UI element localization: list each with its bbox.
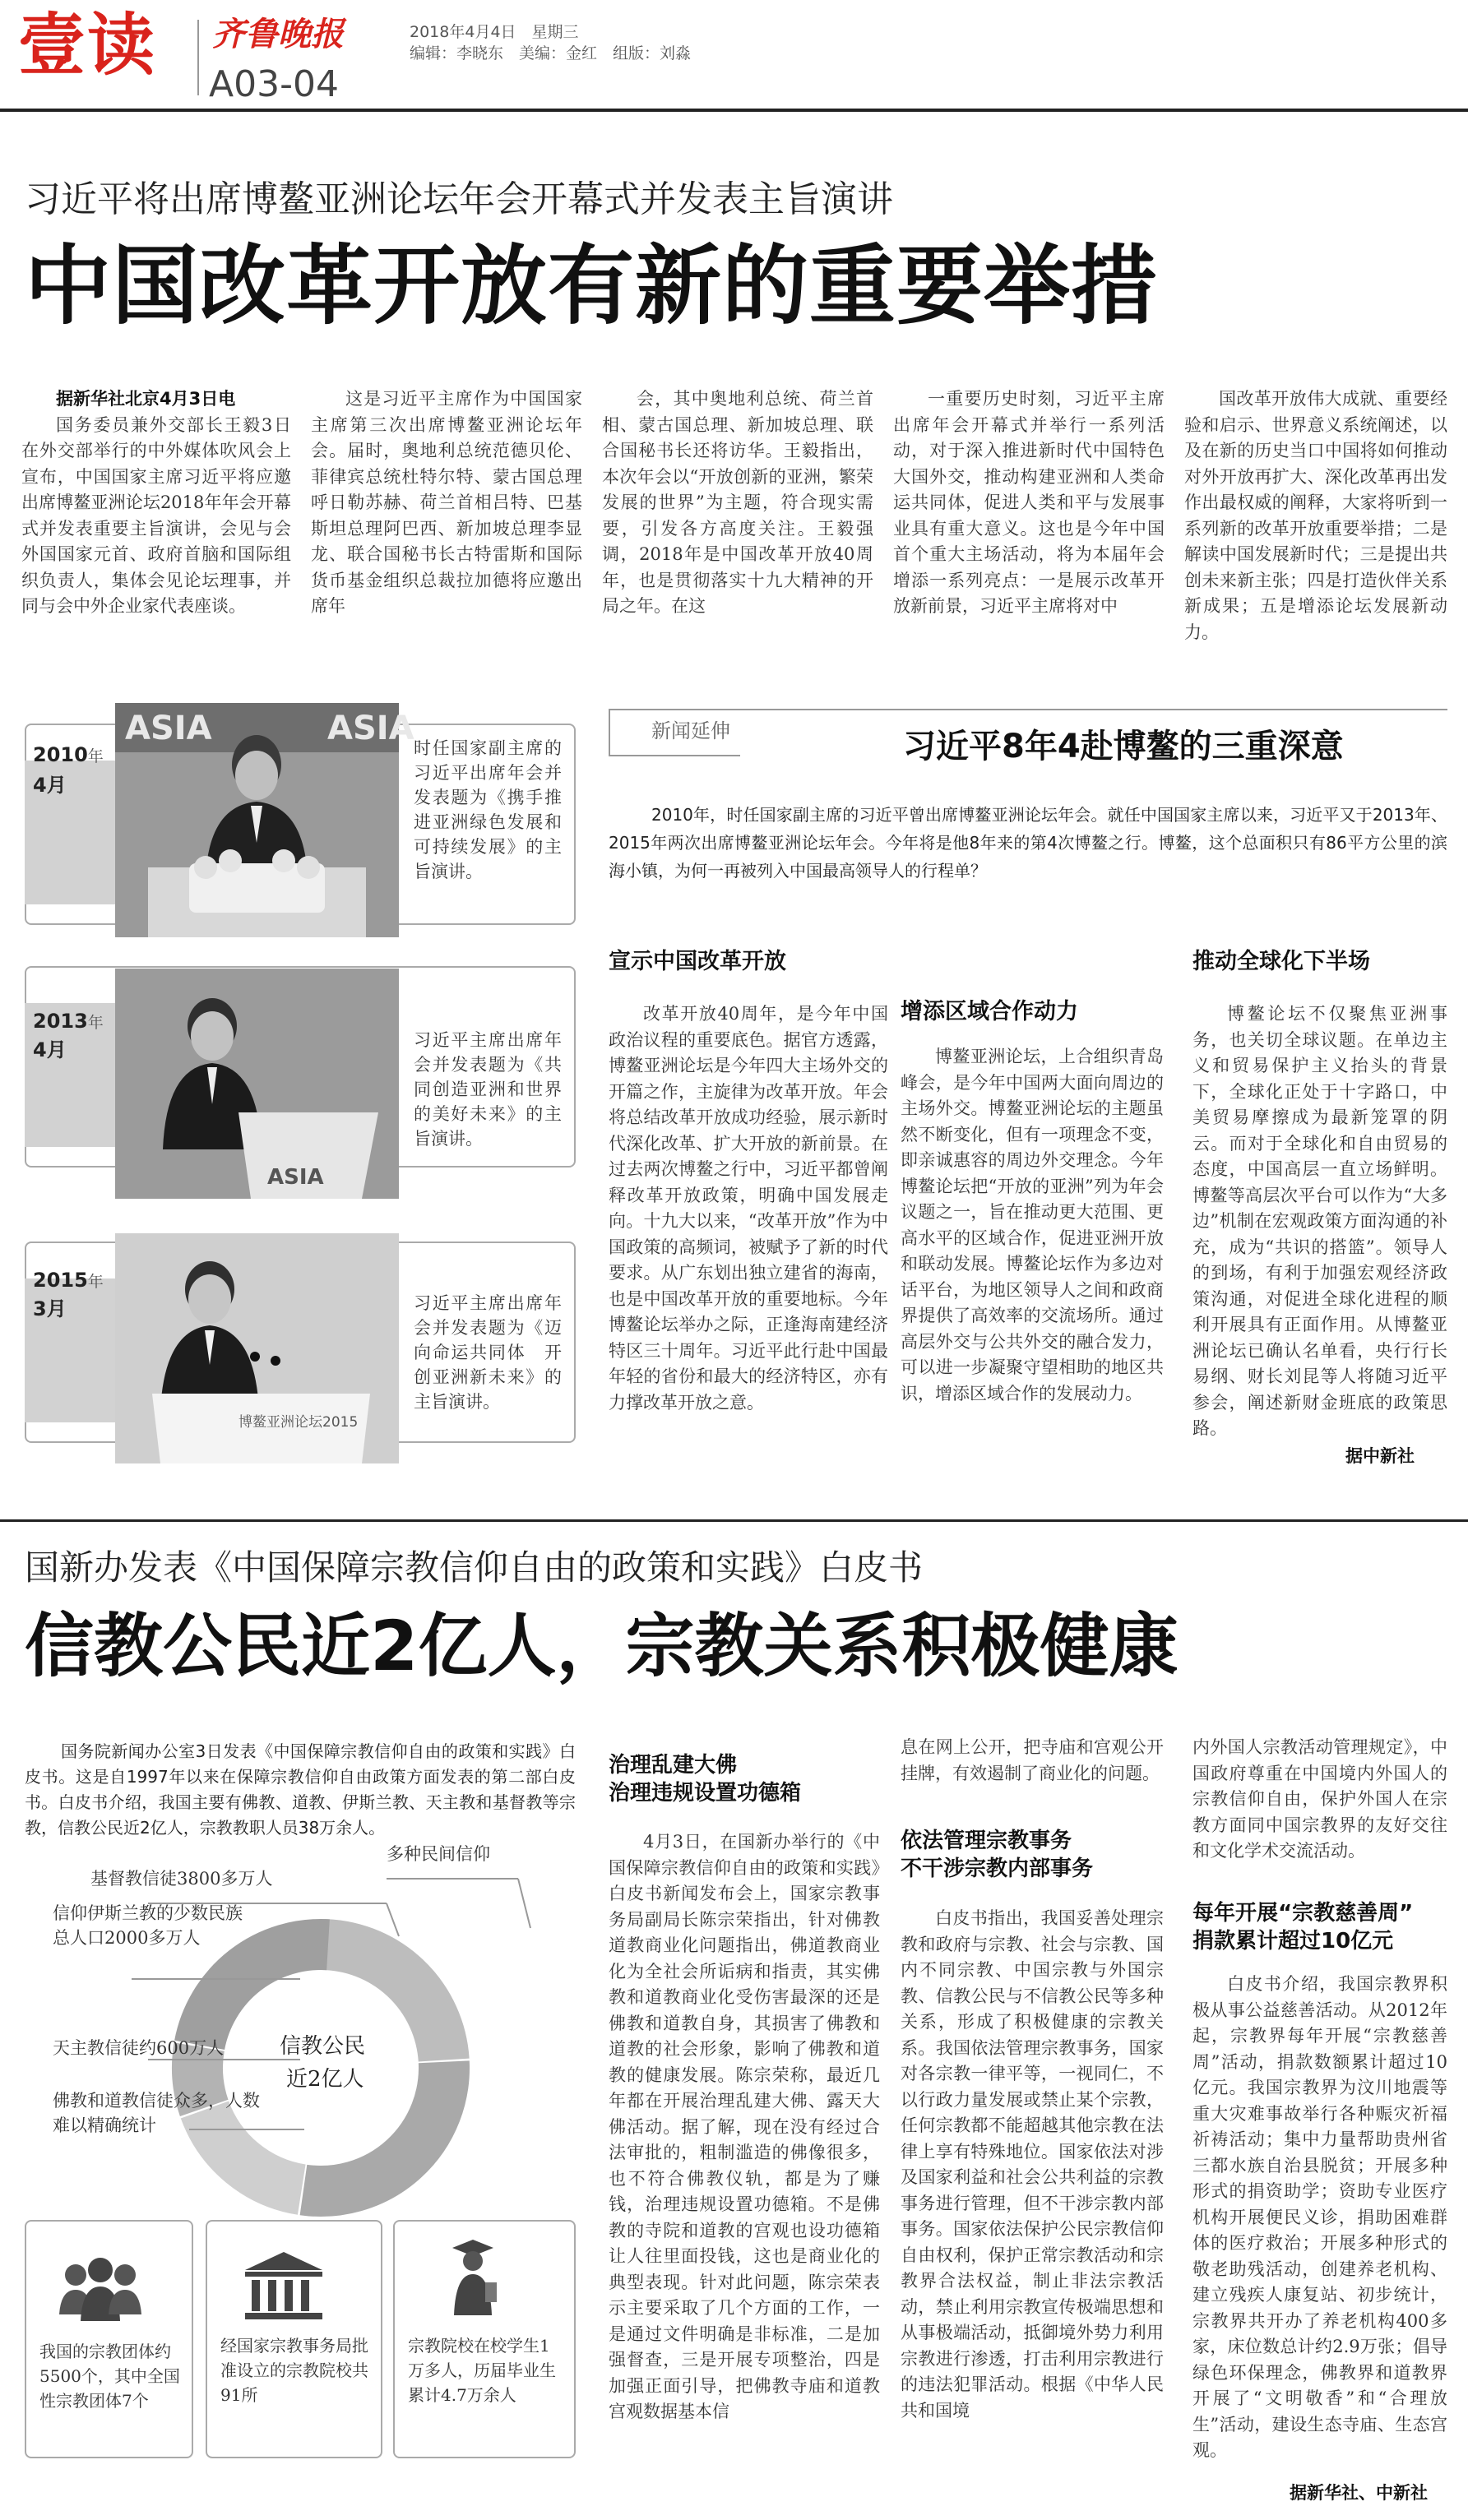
visit-2015-year-suffix: 年 — [87, 1273, 104, 1291]
story2-sub3-para: 博鳌论坛不仅聚焦亚洲事务，也关切全球议题。在单边主义和贸易保护主义抬头的背景下，全球化正处于十字路口，中美贸易摩擦成为最新笼罩的阴云。而对于全球化和自由贸易的态度，中国高层一直立场鲜明。博鳌等高层次平台可以作为“大多边”机制在宏观政策方面沟通的补充，成为“共识的搭篮”。领导人的到场，有利于加强宏观经济政策沟通，对促进全球化进程的顺利开展具有正面作用。从博鳌亚洲论坛已确认名单看，央行行长易纲、财长刘昆等人将随习近平参会，阐述新财金班底的政策思路。 — [1192, 1004, 1447, 1438]
donut-ring-buddhist — [200, 1944, 328, 2045]
story3-col2-top — [901, 1735, 1164, 1817]
story3-source: 据新华社、中新社 — [1290, 2483, 1428, 2503]
story2-source: 据中新社 — [1345, 1446, 1415, 1466]
story1-headline: 中国改革开放有新的重要举措 — [25, 236, 1159, 336]
story3-col3-top-para: 内外国人宗教活动管理规定》，中国政府尊重在中国境内外国人的宗教信仰自由，保护外国人在宗教方面同中国宗教界的友好交往和文化学术交流活动。 — [1192, 1737, 1447, 1861]
story1-col3-text: 会，其中奥地利总统、荷兰首相、蒙古国总理、新加坡总理、联合国秘书长还将访华。王毅指出，本次年会以“开放创新的亚洲，繁荣发展的世界”为主题，符合现实需要，引发各方高度关注。王毅强调，2018年是中国改革开放40周年，也是贯彻落实十九大精神的开局之年。在这 — [602, 389, 873, 616]
leader-folk-tip — [518, 1879, 530, 1928]
story1-col5-text: 国改革开放伟大成就、重要经验和启示、世界意义系统阐述，以及在新的历史当口中国将如何推动对外开放再扩大、深化改革再出发作出最权威的阐释，大家将听到一系列新的改革开放重要举措；二是解读中国发展新时代；三是提出共创未来新主张；四是打造伙伴关系新成果；五是增添论坛发展新动力。 — [1184, 389, 1447, 642]
donut-label-christian-text: 基督教信徒3800多万人 — [90, 1869, 273, 1889]
visit-2015-photo-image — [115, 1233, 399, 1463]
stat-2-text: 经国家宗教事务局批准设立的宗教院校共91所 — [220, 2336, 368, 2405]
story2-bottom-rule — [0, 1519, 1468, 1522]
story2-headline: 习近平8年4赴博鳌的三重深意 — [903, 728, 1344, 765]
story1-column-2 — [311, 386, 582, 658]
visit-2013-photo-image — [115, 969, 399, 1199]
visit-2013-caption: 习近平主席出席年会并发表题为《共同创造亚洲和世界的美好未来》的主旨演讲。 — [414, 1030, 562, 1149]
donut-svg — [25, 1846, 576, 2199]
visit-2010-month: 4月 — [33, 774, 67, 797]
people-group-icon-svg — [51, 2257, 150, 2323]
story2-sub3-text — [1192, 1001, 1447, 1437]
visit-2013-year-num: 2013 — [33, 1010, 88, 1033]
story2-lead: 2010年，时任国家副主席的习近平曾出席博鳌亚洲论坛年会。就任中国国家主席以来，习近平又于2013年、2015年两次出席博鳌亚洲论坛年会。今年将是他8年来的第4次博鳌之行。博鳌，这个总面积只有86平方公里的滨海小镇，为何一再被列入中国最高领导人的行程单？ — [609, 805, 1447, 881]
story1-kicker: 习近平将出席博鳌亚洲论坛年会开幕式并发表主旨演讲 — [25, 178, 893, 220]
story2-sub2-para: 博鳌亚洲论坛，上合组织青岛峰会，是今年中国两大面向周边的主场外交。博鳌亚洲论坛的主题虽然不断变化，但有一项理念不变，即亲诚惠容的周边外交理念。今年博鳌论坛把“开放的亚洲”列为年会议题之一，旨在推动更大范围、更高水平的区域合作，促进亚洲开放和联动发展。博鳌论坛作为多边对话平台，为地区领导人之间和政商界提供了高效率的交流场所。通过高层外交与公共外交的融合发力，可以进一步凝聚守望相助的地区共识，增添区域合作的发展动力。 — [901, 1047, 1164, 1403]
story1-column-4 — [893, 386, 1165, 658]
donut-label-folk — [387, 1842, 576, 1866]
visit-2013-year — [33, 1009, 104, 1035]
story3-sub2-para: 白皮书指出，我国妥善处理宗教和政府与宗教、社会与宗教、国内不同宗教、中国宗教与外国宗教、信教公民与不信教公民等多种关系，形成了积极健康的宗教关系。我国依法管理宗教事务，国家对各宗教一律平等，一视同仁，不以行政力量发展或禁止某个宗教，任何宗教都不能超越其他宗教在法律上享有特殊地位。国家依法对涉及国家利益和社会公共利益的宗教事务进行管理，但不干涉宗教内部事务。国家依法保护公民宗教信仰自由权利，保护正常宗教活动和宗教界合法权益，制止非法宗教活动，禁止利用宗教宣传极端思想和从事极端活动，抵御境外势力利用宗教进行渗透，打击利用宗教进行的违法犯罪活动。根据《中华人民共和国境 — [901, 1908, 1164, 2421]
story3-sub3-para: 白皮书介绍，我国宗教界积极从事公益慈善活动。从2012年起，宗教界每年开展“宗教慈善周”活动，捐款数额累计超过10亿元。我国宗教界为汶川地震等重大灾难事故举行各种赈灾祈福祈祷活动；集中力量帮助贵州省三都水族自治县脱贫；开展多种形式的捐资助学；资助专业医疗机构开展便民义诊，捐助困难群体的医疗救治；开展多种形式的敬老助残活动，创建养老机构、建立残疾人康复站、初步统计，宗教界共开办了养老机构400多家，床位数总计约2.9万张；倡导绿色环保理念，佛教界和道教界开展了“文明敬香”和“合理放生”活动，建设生态寺庙、生态宫观。 — [1192, 1974, 1447, 2460]
donut-label-buddhist — [53, 2088, 266, 2138]
story2-tag: 新闻延伸 — [651, 719, 730, 742]
belief-donut-chart — [25, 1846, 576, 2199]
story3-col3-top — [1192, 1735, 1447, 1891]
donut-center-label: 信教公民 — [280, 2034, 366, 2059]
date-line: 2018年4月4日 星期三 — [410, 23, 579, 41]
story2-sub2-text — [901, 1044, 1164, 1455]
donut-label-catholic — [53, 2036, 299, 2060]
story2-sub1: 宣示中国改革开放 — [609, 949, 786, 974]
stat-1-text: 我国的宗教团体约5500个，其中全国性宗教团体7个 — [39, 2342, 180, 2411]
graduate-icon — [444, 2236, 502, 2319]
story3-sub2: 依法管理宗教事务 不干涉宗教内部事务 — [901, 1829, 1094, 1881]
people-group-icon — [51, 2257, 150, 2323]
credits-line: 编辑：李晓东 美编：金红 组版：刘淼 — [410, 44, 692, 62]
institution-building-icon — [238, 2249, 329, 2323]
visit-2015-year-num: 2015 — [33, 1269, 88, 1292]
visit-2010-year-num: 2010 — [33, 743, 88, 766]
story3-kicker: 国新办发表《中国保障宗教信仰自由的政策和实践》白皮书 — [25, 1547, 924, 1588]
stat-3-text: 宗教院校在校学生1万多人，历届毕业生累计4.7万余人 — [408, 2336, 556, 2405]
story2-sub1-text — [609, 1001, 888, 1462]
visit-2013-year-suffix: 年 — [87, 1014, 104, 1032]
paper-logo: 齐鲁晚报 — [212, 15, 344, 53]
donut-center-value: 近2亿人 — [286, 2067, 364, 2092]
story3-col3-text — [1192, 1972, 1447, 2465]
story1-col4-text: 一重要历史时刻，习近平主席出席年会开幕式并举行一系列活动，对于深入推进新时代中国特色大国外交，推动构建亚洲和人类命运共同体，促进人类和平与发展事业具有重大意义。这也是今年中国首个重大主场活动，将为本届年会增添一系列亮点：一是展示改革开放新前景，习近平主席将对中 — [893, 389, 1165, 616]
story2-sub1-para: 改革开放40周年，是今年中国政治议程的重要底色。据官方透露，博鳌亚洲论坛是今年四大主场外交的开篇之作，主旋律为改革开放。年会将总结改革开放成功经验，展示新时代深化改革、扩大开放的新前景。在过去两次博鳌之行中，习近平都曾阐释改革开放政策，明确中国发展走向。十九大以来，“改革开放”作为中国政策的高频词，被赋予了新的时代要求。从广东划出独立建省的海南，也是中国改革开放的重要地标。今年博鳌论坛举办之际，正逢海南建经济特区三十周年。习近平此行赴中国最年轻的省份和最大的经济特区，亦有力撑改革开放之意。 — [609, 1004, 888, 1413]
story3-sub1-para: 4月3日，在国新办举行的《中国保障宗教信仰自由的政策和实践》白皮书新闻发布会上，国家宗教事务局副局长陈宗荣指出，针对佛教道教商业化问题指出，佛道教商业化为全社会所诟病和指责，其实佛教和道教商业化受伤害最深的还是佛教和道教自身，其损害了佛教和道教的社会形象，影响了佛教和道教的健康发展。陈宗荣称，最近几年都在开展治理乱建大佛、露天大佛活动。据了解，现在没有经过合法审批的，粗制滥造的佛像很多，也不符合佛教仪轨，都是为了赚钱，治理违规设置功德箱。不是佛教的寺院和道教的宫观也设功德箱让人往里面投钱，这也是商业化的典型表现。针对此问题，陈宗荣表示主要采取了几个方面的工作，一是通过文件明确是非标准，二是加强督查，三是开展专项整治，四是加强正面引导，把佛教寺庙和道教宫观数据基本信 — [609, 1832, 880, 2421]
story2-sub2: 增添区域合作动力 — [901, 999, 1078, 1024]
visit-2013-photo — [115, 969, 399, 1199]
story2-sub3: 推动全球化下半场 — [1192, 949, 1370, 974]
donut-label-islam — [53, 1901, 250, 1950]
photo2-podium-text: ASIA — [267, 1165, 324, 1190]
story1-column-5 — [1184, 386, 1447, 658]
photo1-backdrop-text-2: ASIA — [327, 710, 414, 747]
story3-headline: 信教公民近2亿人，宗教关系积极健康 — [25, 1606, 1179, 1686]
story1-dateline: 据新华社北京4月3日电 — [56, 389, 236, 409]
story3-col2-top-para: 息在网上公开，把寺庙和宫观公开挂牌，有效遏制了商业化的问题。 — [901, 1737, 1164, 1783]
visit-2010-year-suffix: 年 — [87, 747, 104, 765]
story3-col1-text — [609, 1829, 880, 2471]
donut-label-folk-text: 多种民间信仰 — [387, 1844, 490, 1864]
visit-2015-month: 3月 — [33, 1297, 67, 1320]
visit-2010-photo — [115, 703, 414, 937]
visit-2015-caption: 习近平主席出席年会并发表题为《迈向命运共同体 开创亚洲新未来》的主旨演讲。 — [414, 1293, 562, 1412]
photo3-podium-text: 博鳌亚洲论坛2015 — [238, 1414, 359, 1431]
story3-sub1: 治理乱建大佛 治理违规设置功德箱 — [609, 1753, 802, 1806]
story1-col2-text: 这是习近平主席作为中国国家主席第三次出席博鳌亚洲论坛年会。届时，奥地利总统范德贝伦、菲律宾总统杜特尔特、蒙古国总理呼日勒苏赫、荷兰首相吕特、巴基斯坦总理阿巴西、新加坡总理李显龙、联合国秘书长古特雷斯和国际货币基金组织总裁拉加德将应邀出席年 — [311, 389, 582, 616]
institution-building-icon-svg — [238, 2249, 329, 2323]
visit-2010-year — [33, 742, 104, 769]
story3-col2-text — [901, 1906, 1164, 2473]
page-code: A03-04 — [209, 63, 339, 105]
masthead-divider — [197, 20, 199, 95]
visit-2010-caption: 时任国家副主席的习近平出席年会并发表题为《携手推进亚洲绿色发展和可持续发展》的主旨演讲。 — [414, 738, 562, 881]
story3-sub3: 每年开展“宗教慈善周” 捐款累计超过10亿元 — [1192, 1901, 1414, 1954]
section-title: 壹读 — [18, 7, 157, 85]
visit-2010-photo-image — [115, 703, 414, 937]
story1-col1-text: 国务委员兼外交部长王毅3日在外交部举行的中外媒体吹风会上宣布，中国国家主席习近平将应邀出席博鳌亚洲论坛2018年年会开幕式并发表重要主旨演讲，会见与会外国国家元首、政府首脑和国际组织负责人，集体会见论坛理事，并同与会中外企业家代表座谈。 — [21, 414, 291, 616]
donut-label-catholic-text: 天主教信徒约600万人 — [53, 2038, 225, 2058]
donut-label-islam-text: 信仰伊斯兰教的少数民族总人口2000多万人 — [53, 1903, 243, 1948]
leader-christian-tip — [387, 1903, 399, 1936]
visit-2015-year — [33, 1268, 104, 1294]
visit-2015-photo — [115, 1233, 399, 1463]
visit-2013-month: 4月 — [33, 1038, 67, 1061]
donut-label-christian — [90, 1866, 321, 1891]
graduate-icon-svg — [444, 2236, 502, 2319]
donut-label-buddhist-text: 佛教和道教信徒众多，人数难以精确统计 — [53, 2091, 260, 2135]
story1-column-3 — [602, 386, 873, 658]
photo1-backdrop-text: ASIA — [125, 710, 212, 747]
story1-column-1 — [21, 386, 291, 658]
masthead-rule — [0, 109, 1468, 112]
story3-lead: 国务院新闻办公室3日发表《中国保障宗教信仰自由的政策和实践》白皮书。这是自1997年以来在保障宗教信仰自由政策方面发表的第二部白皮书。白皮书介绍，我国主要有佛教、道教、伊斯兰教、天主教和基督教等宗教，信教公民近2亿人，宗教教职人员38万余人。 — [25, 1741, 576, 1838]
